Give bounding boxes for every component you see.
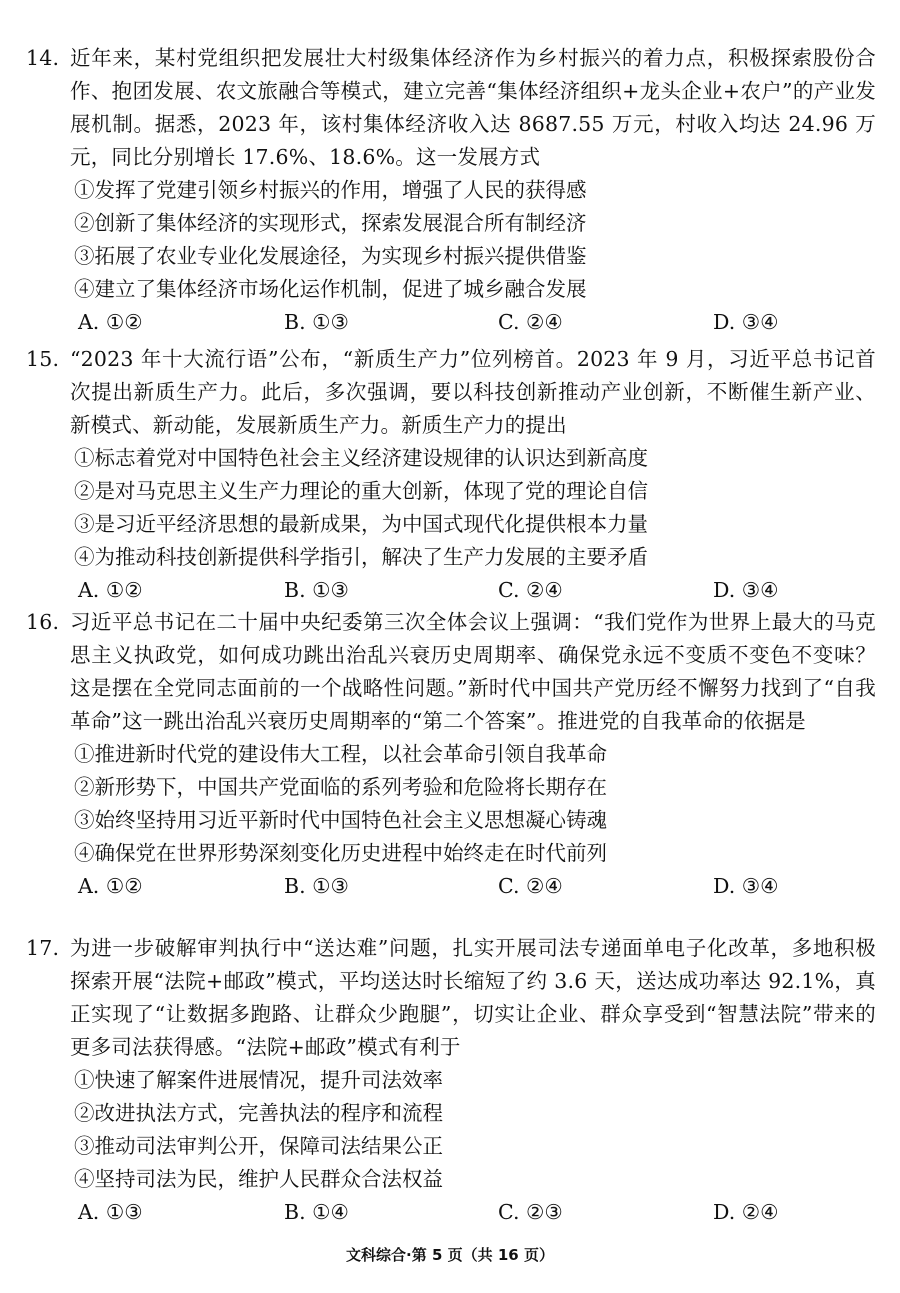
option-b[interactable]: B. ①③ <box>284 310 349 334</box>
answer-options <box>26 870 876 903</box>
statement-1: ①推进新时代党的建设伟大工程，以社会革命引领自我革命 <box>74 742 607 766</box>
answer-options <box>26 574 876 607</box>
question-stem: 近年来，某村党组织把发展壮大村级集体经济作为乡村振兴的着力点，积极探索股份合作、抱团发展、农文旅融合等模式，建立完善“集体经济组织+龙头企业+农户”的产业发展机制。据悉，2023 年，该村集体经济收入达 8687.55 万元，村收入均达 24.96 万元，同比分别增长 17.6%、18.6%。这一发展方式 <box>70 46 876 169</box>
statement-2: ②创新了集体经济的实现形式，探索发展混合所有制经济 <box>74 211 587 235</box>
option-c[interactable]: C. ②④ <box>498 310 563 334</box>
statement-4: ④为推动科技创新提供科学指引，解决了生产力发展的主要矛盾 <box>74 545 648 569</box>
option-c[interactable]: C. ②④ <box>498 578 563 602</box>
statement-4: ④建立了集体经济市场化运作机制，促进了城乡融合发展 <box>74 277 587 301</box>
page-footer: 文科综合·第 5 页（共 16 页） <box>346 1246 554 1264</box>
option-c[interactable]: C. ②③ <box>498 1200 563 1224</box>
question-number: 14. <box>26 46 60 70</box>
option-b[interactable]: B. ①③ <box>284 578 349 602</box>
question-number: 16. <box>26 610 60 634</box>
option-a[interactable]: A. ①② <box>78 874 143 898</box>
statement-3: ③是习近平经济思想的最新成果，为中国式现代化提供根本力量 <box>74 512 648 536</box>
statement-2: ②是对马克思主义生产力理论的重大创新，体现了党的理论自信 <box>74 479 648 503</box>
statement-1: ①快速了解案件进展情况，提升司法效率 <box>74 1068 443 1092</box>
question-number: 17. <box>26 936 60 960</box>
statement-2: ②新形势下，中国共产党面临的系列考验和危险将长期存在 <box>74 775 607 799</box>
option-d[interactable]: D. ②④ <box>713 1200 779 1224</box>
question-stem: “2023 年十大流行语”公布，“新质生产力”位列榜首。2023 年 9 月，习近平总书记首次提出新质生产力。此后，多次强调，要以科技创新推动产业创新，不断催生新产业、新模式、新动能，发展新质生产力。新质生产力的提出 <box>70 347 876 437</box>
option-b[interactable]: B. ①③ <box>284 874 349 898</box>
option-c[interactable]: C. ②④ <box>498 874 563 898</box>
statement-1: ①发挥了党建引领乡村振兴的作用，增强了人民的获得感 <box>74 178 587 202</box>
statement-4: ④坚持司法为民，维护人民群众合法权益 <box>74 1167 443 1191</box>
option-a[interactable]: A. ①② <box>78 310 143 334</box>
question-14 <box>26 42 876 339</box>
question-17 <box>26 932 876 1229</box>
option-d[interactable]: D. ③④ <box>713 310 779 334</box>
option-a[interactable]: A. ①③ <box>78 1200 143 1224</box>
option-a[interactable]: A. ①② <box>78 578 143 602</box>
statement-3: ③始终坚持用习近平新时代中国特色社会主义思想凝心铸魂 <box>74 808 607 832</box>
statement-3: ③推动司法审判公开，保障司法结果公正 <box>74 1134 443 1158</box>
statement-4: ④确保党在世界形势深刻变化历史进程中始终走在时代前列 <box>74 841 607 865</box>
question-15 <box>26 343 876 607</box>
question-stem: 为进一步破解审判执行中“送达难”问题，扎实开展司法专递面单电子化改革，多地积极探索开展“法院+邮政”模式，平均送达时长缩短了约 3.6 天，送达成功率达 92.1%，真正实现了“让数据多跑路、让群众少跑腿”，切实让企业、群众享受到“智慧法院”带来的更多司法获得感。“法院+邮政”模式有利于 <box>70 936 876 1059</box>
statement-3: ③拓展了农业专业化发展途径，为实现乡村振兴提供借鉴 <box>74 244 587 268</box>
question-16 <box>26 606 876 903</box>
option-b[interactable]: B. ①④ <box>284 1200 349 1224</box>
answer-options <box>26 1196 876 1229</box>
question-stem: 习近平总书记在二十届中央纪委第三次全体会议上强调：“我们党作为世界上最大的马克思主义执政党，如何成功跳出治乱兴衰历史周期率、确保党永远不变质不变色不变味？这是摆在全党同志面前的一个战略性问题。”新时代中国共产党历经不懈努力找到了“自我革命”这一跳出治乱兴衰历史周期率的“第二个答案”。推进党的自我革命的依据是 <box>70 610 876 733</box>
option-d[interactable]: D. ③④ <box>713 874 779 898</box>
answer-options <box>26 306 876 339</box>
option-d[interactable]: D. ③④ <box>713 578 779 602</box>
statement-2: ②改进执法方式，完善执法的程序和流程 <box>74 1101 443 1125</box>
question-number: 15. <box>26 347 60 371</box>
statement-1: ①标志着党对中国特色社会主义经济建设规律的认识达到新高度 <box>74 446 648 470</box>
